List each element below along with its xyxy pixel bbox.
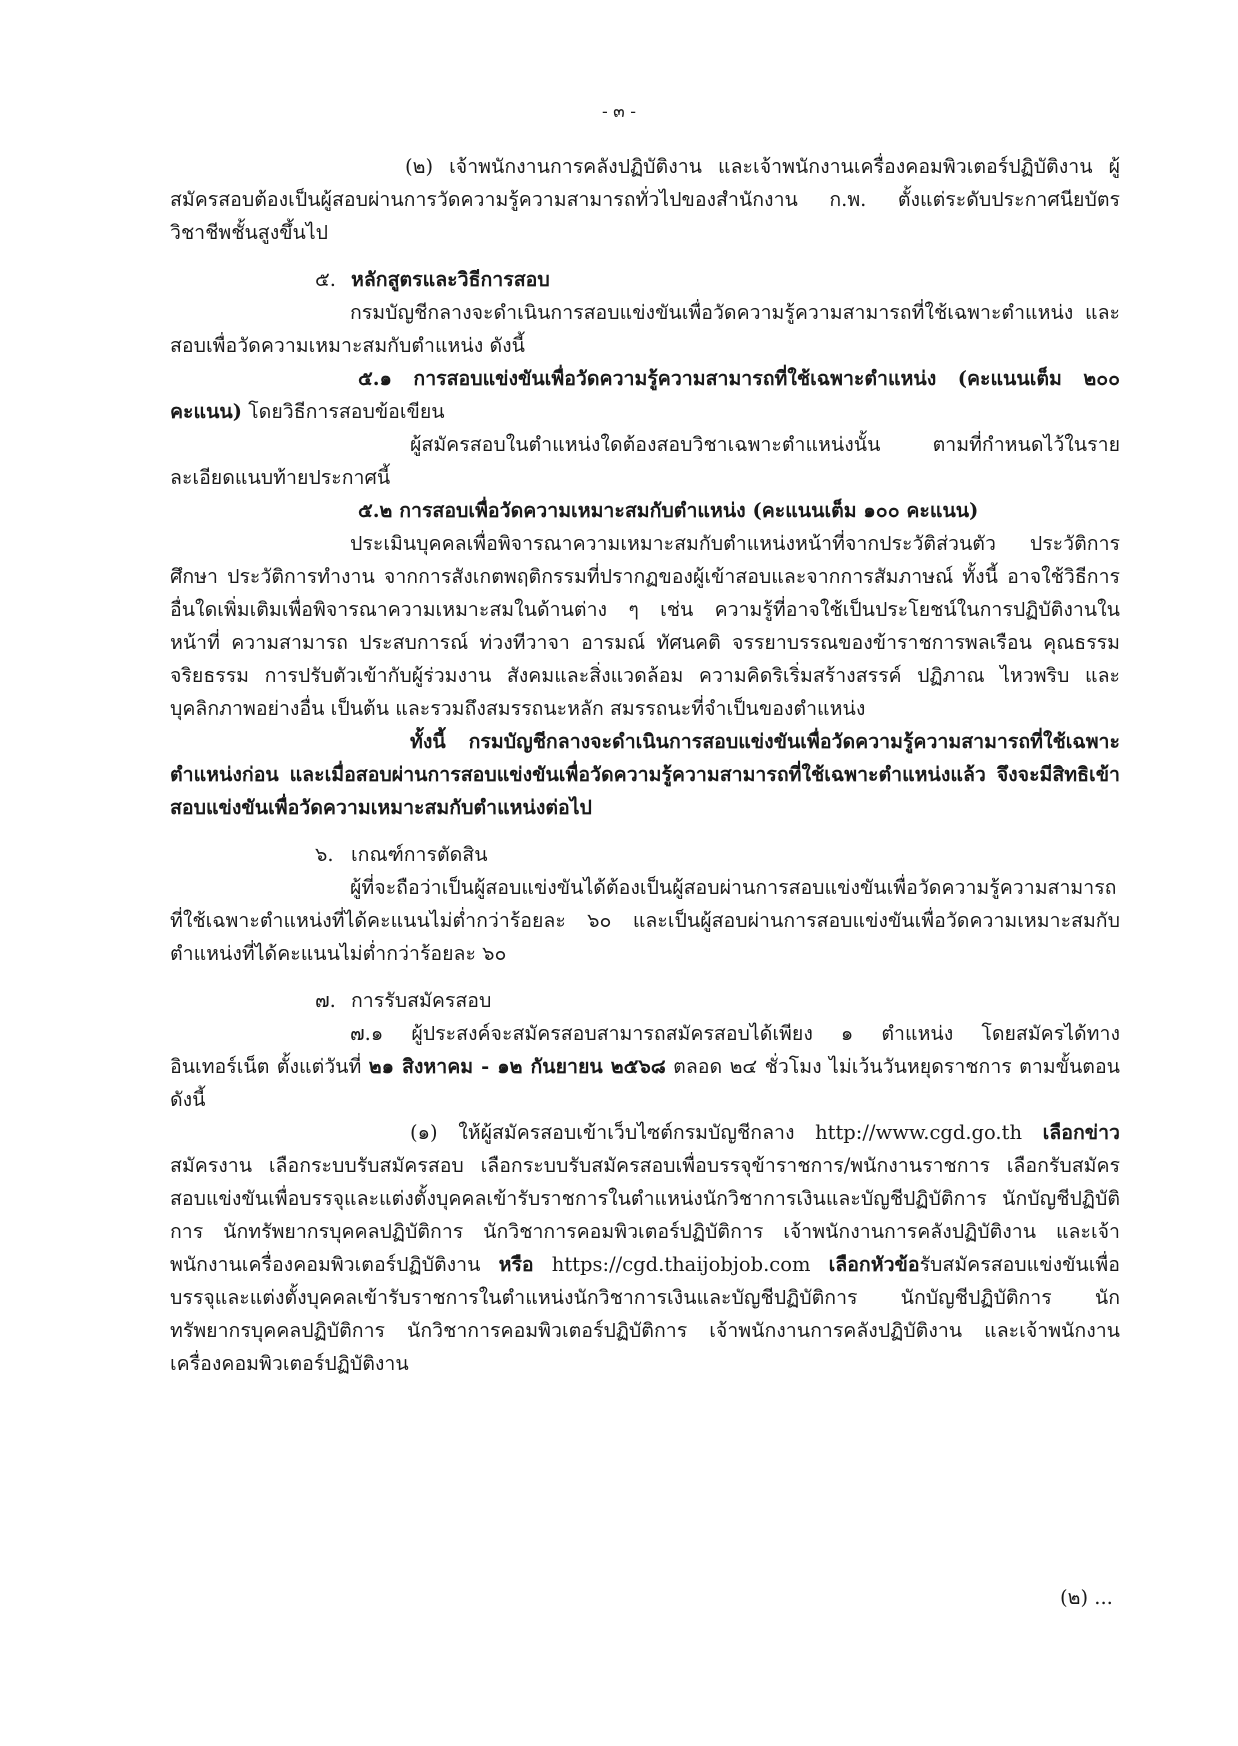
section-5-number: ๕. bbox=[315, 268, 336, 291]
section-7-1-body bbox=[170, 1017, 1120, 1116]
section-5-1-method: โดยวิธีการสอบข้อเขียน bbox=[241, 400, 445, 423]
document-body bbox=[170, 150, 1120, 1380]
step-1-or: หรือ bbox=[498, 1253, 534, 1276]
paragraph-qualification-2: (๒) เจ้าพนักงานการคลังปฏิบัติงาน และเจ้าพนักงานเครื่องคอมพิวเตอร์ปฏิบัติงาน ผู้สมัครสอบต้องเป็นผู้สอบผ่านการวัดความรู้ความสามารถทั่วไปของสำนักงาน ก.พ. ตั้งแต่ระดับประกาศนียบัตรวิชาชีพชั้นสูงขึ้นไป bbox=[170, 155, 1120, 244]
step-1-part-d: รับสมัครสอบแข่งขันเพื่อบรรจุและแต่งตั้งบุคคลเข้ารับราชการในตำแหน่งนักวิชาการเงินและบัญชีปฏิบัติการ นักบัญชีปฏิบัติการ นักทรัพยากรบุคคลปฏิบัติการ นักวิชาการคอมพิวเตอร์ปฏิบัติการ เจ้าพนักงานการคลังปฏิบัติงาน และเจ้าพนักงานเครื่องคอมพิวเตอร์ปฏิบัติงาน bbox=[170, 1253, 1120, 1375]
section-7-1-part-a: ๗.๑ ผู้ประสงค์จะสมัครสอบสามารถสมัครสอบได้เพียง ๑ ตำแหน่ง โดยสมัครได้ทางอินเทอร์เน็ต ตั้งแต่วันที่ bbox=[170, 1022, 1120, 1078]
step-1-part-a: (๑) ให้ผู้สมัครสอบเข้าเว็บไซต์กรมบัญชีกลาง http://www.cgd.go.th bbox=[410, 1121, 1043, 1144]
page-number: - ๓ - bbox=[602, 102, 636, 122]
application-dates: ๒๑ สิงหาคม - ๑๒ กันยายน ๒๕๖๘ bbox=[368, 1055, 666, 1078]
step-1-body bbox=[170, 1116, 1120, 1380]
step-1-part-c: https://cgd.thaijobjob.com bbox=[533, 1253, 829, 1276]
section-5-1-heading bbox=[170, 362, 1120, 428]
section-7-1-part-b: ตลอด ๒๔ ชั่วโมง ไม่เว้นวันหยุดราชการ ตามขั้นตอนดังนี้ bbox=[170, 1055, 1120, 1111]
section-5-1-title: ๕.๑ การสอบแข่งขันเพื่อวัดความรู้ความสามารถที่ใช้เฉพาะตำแหน่ง (คะแนนเต็ม ๒๐๐ คะแนน) bbox=[170, 367, 1120, 423]
section-5-heading bbox=[170, 263, 1120, 296]
section-5-1-body: ผู้สมัครสอบในตำแหน่งใดต้องสอบวิชาเฉพาะตำแหน่งนั้น ตามที่กำหนดไว้ในรายละเอียดแนบท้ายประกาศนี้ bbox=[170, 433, 1120, 489]
section-6-number: ๖. bbox=[315, 843, 334, 866]
section-7-number: ๗. bbox=[315, 989, 336, 1012]
section-5-2-body: ประเมินบุคคลเพื่อพิจารณาความเหมาะสมกับตำแหน่งหน้าที่จากประวัติส่วนตัว ประวัติการศึกษา ประวัติการทำงาน จากการสังเกตพฤติกรรมที่ปรากฏของผู้เข้าสอบและจากการสัมภาษณ์ ทั้งนี้ อาจใช้วิธีการอื่นใดเพิ่มเติมเพื่อพิจารณาความเหมาะสมในด้านต่าง ๆ เช่น ความรู้ที่อาจใช้เป็นประโยชน์ในการปฏิบัติงานในหน้าที่ ความสามารถ ประสบการณ์ ท่วงทีวาจา อารมณ์ ทัศนคติ จรรยาบรรณของข้าราชการพลเรือน คุณธรรม จริยธรรม การปรับตัวเข้ากับผู้ร่วมงาน สังคมและสิ่งแวดล้อม ความคิดริเริ่มสร้างสรรค์ ปฏิภาณ ไหวพริบ และบุคลิกภาพอย่างอื่น เป็นต้น และรวมถึงสมรรถนะหลัก สมรรถนะที่จำเป็นของตำแหน่ง bbox=[170, 532, 1120, 720]
section-6-heading bbox=[170, 838, 1120, 871]
section-5-intro: กรมบัญชีกลางจะดำเนินการสอบแข่งขันเพื่อวัดความรู้ความสามารถที่ใช้เฉพาะตำแหน่ง และสอบเพื่อวัดความเหมาะสมกับตำแหน่ง ดังนี้ bbox=[170, 301, 1120, 357]
step-1-part-b: สมัครงาน เลือกระบบรับสมัครสอบ เลือกระบบรับสมัครสอบเพื่อบรรจุข้าราชการ/พนักงานราชการ เลือกรับสมัครสอบแข่งขันเพื่อบรรจุและแต่งตั้งบุคคลเข้ารับราชการในตำแหน่งนักวิชาการเงินและบัญชีปฏิบัติการ นักบัญชีปฏิบัติการ นักทรัพยากรบุคคลปฏิบัติการ นักวิชาการคอมพิวเตอร์ปฏิบัติการ เจ้าพนักงานการคลังปฏิบัติงาน และเจ้าพนักงานเครื่องคอมพิวเตอร์ปฏิบัติงาน bbox=[170, 1154, 1120, 1276]
section-5-title: หลักสูตรและวิธีการสอบ bbox=[351, 268, 550, 291]
section-5-2-title: ๕.๒ การสอบเพื่อวัดความเหมาะสมกับตำแหน่ง (คะแนนเต็ม ๑๐๐ คะแนน) bbox=[358, 499, 979, 522]
section-5-note: ทั้งนี้ กรมบัญชีกลางจะดำเนินการสอบแข่งขันเพื่อวัดความรู้ความสามารถที่ใช้เฉพาะตำแหน่งก่อน และเมื่อสอบผ่านการสอบแข่งขันเพื่อวัดความรู้ความสามารถที่ใช้เฉพาะตำแหน่งแล้ว จึงจะมีสิทธิเข้าสอบแข่งขันเพื่อวัดความเหมาะสมกับตำแหน่งต่อไป bbox=[170, 730, 1120, 819]
section-7-title: การรับสมัครสอบ bbox=[351, 989, 492, 1012]
step-1-bold-select-news: เลือกข่าว bbox=[1042, 1121, 1120, 1144]
section-6-body: ผู้ที่จะถือว่าเป็นผู้สอบแข่งขันได้ต้องเป็นผู้สอบผ่านการสอบแข่งขันเพื่อวัดความรู้ความสามารถที่ใช้เฉพาะตำแหน่งที่ได้คะแนนไม่ต่ำกว่าร้อยละ ๖๐ และเป็นผู้สอบผ่านการสอบแข่งขันเพื่อวัดความเหมาะสมกับตำแหน่งที่ได้คะแนนไม่ต่ำกว่าร้อยละ ๖๐ bbox=[170, 876, 1120, 965]
step-1-bold-select-topic: เลือกหัวข้อ bbox=[828, 1253, 920, 1276]
section-6-title: เกณฑ์การตัดสิน bbox=[351, 843, 488, 866]
section-7-heading bbox=[170, 984, 1120, 1017]
continuation-mark: (๒) ... bbox=[1060, 1586, 1113, 1609]
